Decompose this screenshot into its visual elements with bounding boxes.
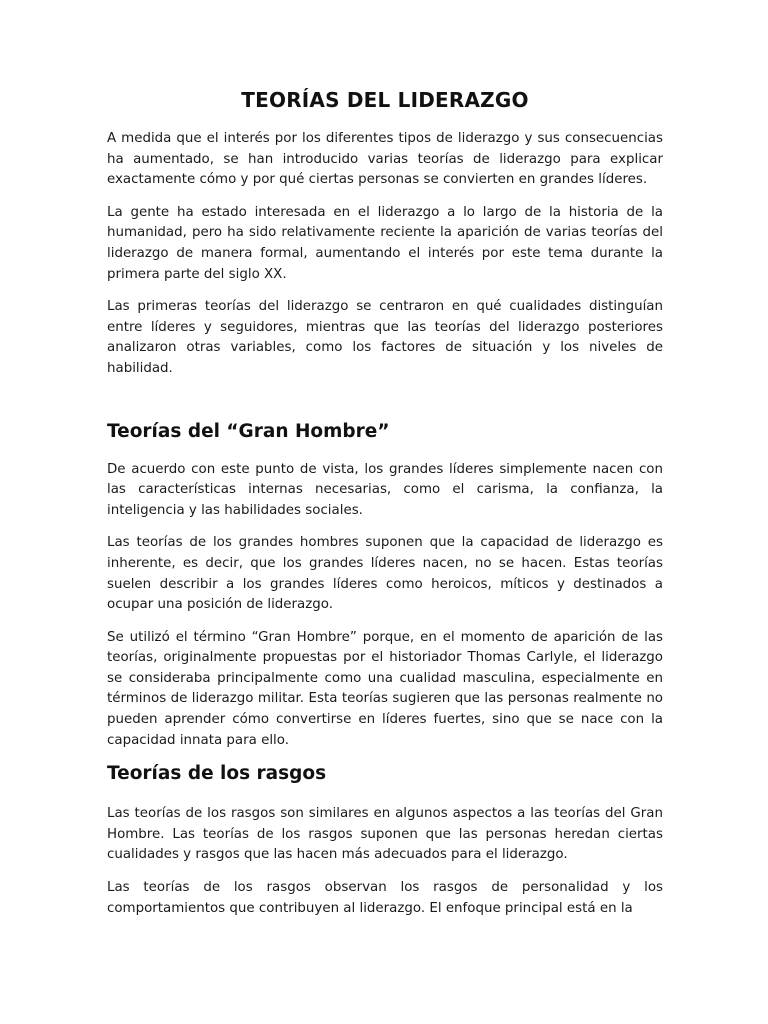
gran-hombre-paragraph-3: Se utilizó el término “Gran Hombre” porque, en el momento de aparición de las teorías, originalmente propuestas por el historiador Thomas Carlyle, el liderazgo se consideraba principalmente como una cualidad masculina, especialmente en términos de liderazgo militar. Esta teorías sugieren que las personas realmente no pueden aprender cómo convertirse en líderes fuertes, sino que se nace con la capacidad innata para ello. (107, 629, 663, 748)
rasgos-paragraph-1: Las teorías de los rasgos son similares en algunos aspectos a las teorías del Gran Hombre. Las teorías de los rasgos suponen que las personas heredan ciertas cualidades y rasgos que las hacen más adecuados para el liderazgo. (107, 806, 663, 863)
intro-paragraph-3: Las primeras teorías del liderazgo se centraron en qué cualidades distinguían entre líderes y seguidores, mientras que las teorías del liderazgo posteriores analizaron otras variables, como los factores de situación y los niveles de habilidad. (107, 299, 663, 376)
section-heading-gran-hombre: Teorías del “Gran Hombre” (107, 420, 390, 442)
gran-hombre-paragraph-1: De acuerdo con este punto de vista, los grandes líderes simplemente nacen con las características internas necesarias, como el carisma, la confianza, la inteligencia y las habilidades sociales. (107, 461, 663, 518)
rasgos-paragraph-2: Las teorías de los rasgos observan los rasgos de personalidad y los comportamientos que contribuyen al liderazgo. El enfoque principal está en la (107, 880, 663, 916)
gran-hombre-paragraph-2: Las teorías de los grandes hombres suponen que la capacidad de liderazgo es inherente, es decir, que los grandes líderes nacen, no se hacen. Estas teorías suelen describir a los grandes líderes como heroicos, míticos y destinados a ocupar una posición de liderazgo. (107, 535, 663, 613)
document-page (107, 88, 663, 931)
intro-paragraph-2: La gente ha estado interesada en el liderazgo a lo largo de la historia de la humanidad, pero ha sido relativamente reciente la aparición de varias teorías del liderazgo de manera formal, aumentando el interés por este tema durante la primera parte del siglo XX. (107, 204, 663, 282)
intro-paragraph-1: A medida que el interés por los diferentes tipos de liderazgo y sus consecuencias ha aumentado, se han introducido varias teorías de liderazgo para explicar exactamente cómo y por qué ciertas personas se convierten en grandes líderes. (107, 131, 663, 188)
document-title: TEORÍAS DEL LIDERAZGO (241, 88, 529, 112)
section-heading-rasgos: Teorías de los rasgos (107, 763, 327, 785)
